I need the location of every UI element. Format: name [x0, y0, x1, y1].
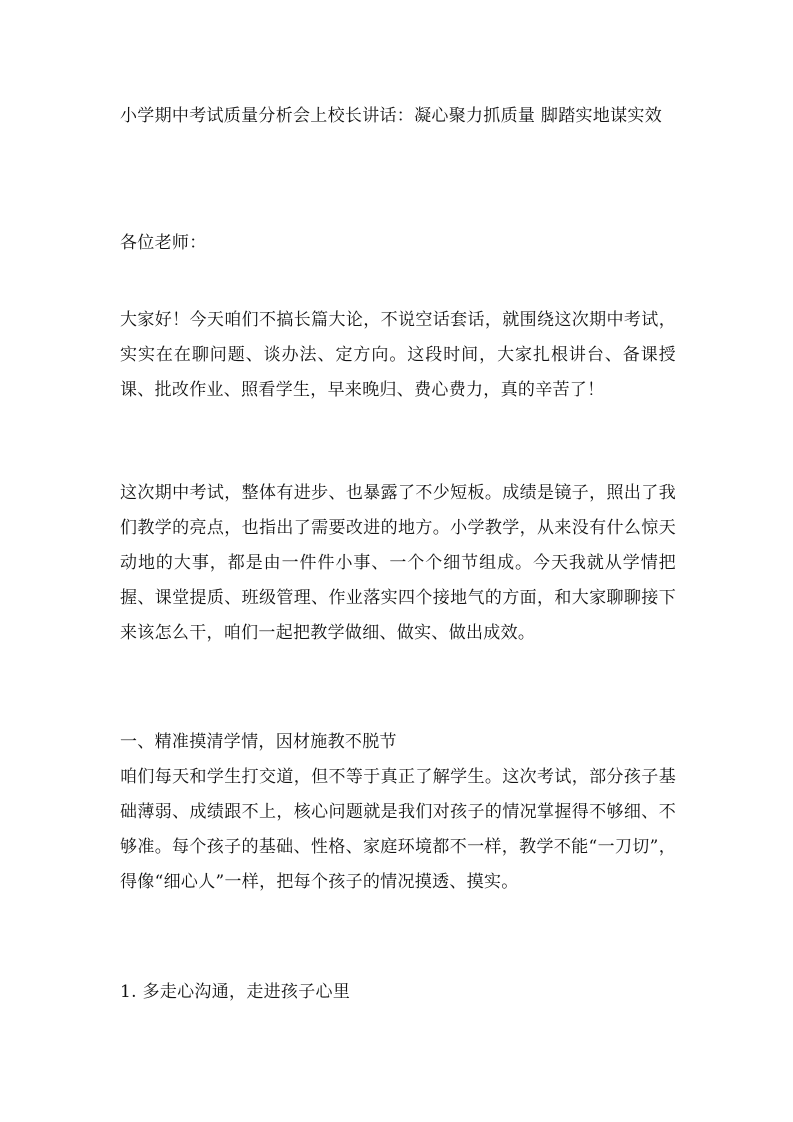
subsection-heading: 1. 多走心沟通，走进孩子心里	[120, 982, 351, 1002]
paragraph-opening: 大家好！今天咱们不搞长篇大论，不说空话套话，就围绕这次期中考试，实实在在聊问题、谈办法、定方向。这段时间，大家扎根讲台、备课授课、批改作业、照看学生，早来晚归、费心费力，真的辛苦了！	[120, 310, 676, 400]
document-title: 小学期中考试质量分析会上校长讲话：凝心聚力抓质量 脚踏实地谋实效	[120, 106, 663, 126]
greeting: 各位老师：	[120, 233, 207, 253]
paragraph-section-1: 咱们每天和学生打交道，但不等于真正了解学生。这次考试，部分孩子基础薄弱、成绩跟不上，核心问题就是我们对孩子的情况掌握得不够细、不够准。每个孩子的基础、性格、家庭环境都不一样，教学不能“一刀切”，得像“细心人”一样，把每个孩子的情况摸透、摸实。	[120, 767, 676, 892]
section-heading: 一、精准摸清学情，因材施教不脱节	[120, 732, 397, 752]
paragraph-overview: 这次期中考试，整体有进步、也暴露了不少短板。成绩是镜子，照出了我们教学的亮点，也指出了需要改进的地方。小学教学，从来没有什么惊天动地的大事，都是由一件件小事、一个个细节组成。今天我就从学情把握、课堂提质、班级管理、作业落实四个接地气的方面，和大家聊聊接下来该怎么干，咱们一起把教学做细、做实、做出成效。	[120, 483, 676, 643]
